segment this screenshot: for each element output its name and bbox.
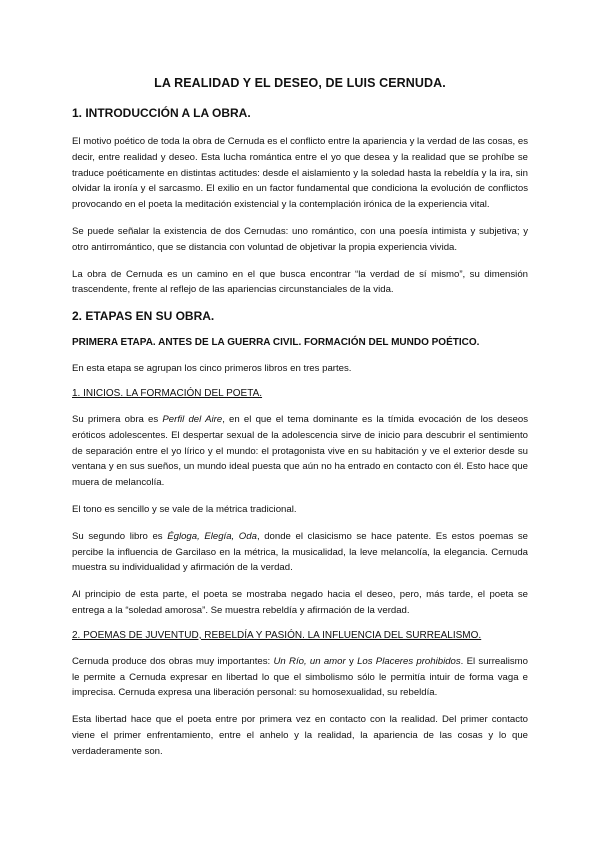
text-run: Su primera obra es (72, 413, 163, 425)
section-heading-stages: 2. ETAPAS EN SU OBRA. (72, 309, 215, 324)
subsection-heading-youth: 2. POEMAS DE JUVENTUD, REBELDÍA Y PASIÓN. LA INFLUENCIA DEL SURREALISMO. (72, 629, 482, 641)
book-title-rio: Un Río, un amor (273, 655, 346, 667)
paragraph-beginnings-1 (72, 412, 528, 491)
paragraph-beginnings-3 (72, 529, 528, 576)
stage-heading-first: PRIMERA ETAPA. ANTES DE LA GUERRA CIVIL. FORMACIÓN DEL MUNDO POÉTICO. (72, 337, 480, 349)
text-run: Cernuda produce dos obras muy importantes: (72, 655, 274, 667)
text-run: y (345, 655, 358, 667)
paragraph-intro-1: El motivo poético de toda la obra de Cernuda es el conflicto entre la apariencia y la verdad de las cosas, es decir, entre realidad y deseo. Esta lucha romántica entre el yo que desea y la realidad que se prohíbe se traduce poéticamente en distintas actitudes: desde el aislamiento y la soledad hasta la rebeldía y la ira, sin olvidar la ironía y el sarcasmo. El exilio en un factor fundamental que condiciona la evolución de conflictos provocando en el poeta la meditación existencial y la contemplación irónica de la experiencia vital. (72, 136, 528, 211)
paragraph-intro-3: La obra de Cernuda es un camino en el que busca encontrar “la verdad de sí mismo”, su dimensión trascendente, frente al reflejo de las apariencias circunstanciales de la vida. (72, 268, 528, 296)
paragraph-youth-1 (72, 654, 528, 701)
text-run: , donde el clasicismo se hace patente. Es estos poemas se percibe la influencia de Garcilaso en la métrica, la musicalidad, la leve melancolía, la elegancia. Cernuda muestra su individualidad y afirmación de la verdad. (72, 530, 528, 574)
book-title-placeres: Los Placeres prohibidos (357, 655, 461, 667)
paragraph-beginnings-4: Al principio de esta parte, el poeta se mostraba negado hacia el deseo, pero, más tarde, el poeta se entrega a la “soledad amorosa”. Se muestra rebeldía y afirmación de la verdad. (72, 589, 528, 616)
text-run: . El surrealismo le permite a Cernuda expresar en libertad lo que el simbolismo sólo le permitía intuir de forma vaga e imprecisa. Cernuda expresa una liberación personal: su homosexualidad, su rebeldía. (72, 655, 528, 699)
paragraph-intro-2: Se puede señalar la existencia de dos Cernudas: uno romántico, con una poesía intimista y subjetiva; y otro antirromántico, que se distancia con voluntad de objetivar la propia experiencia vivida. (72, 225, 528, 253)
book-title-egloga: Égloga, Elegía, Oda (167, 530, 257, 542)
paragraph-stage-intro: En esta etapa se agrupan los cinco primeros libros en tres partes. (72, 363, 352, 375)
paragraph-youth-2: Esta libertad hace que el poeta entre por primera vez en contacto con la realidad. Del primer contacto viene el primer enfrentamiento, entre el anhelo y la realidad, la apariencia de las cosas y lo que verdaderamente son. (72, 714, 528, 757)
subsection-heading-beginnings: 1. INICIOS. LA FORMACIÓN DEL POETA. (72, 387, 263, 399)
book-title-perfil: Perfil del Aire (162, 413, 223, 425)
document-title: LA REALIDAD Y EL DESEO, DE LUIS CERNUDA. (154, 76, 446, 90)
paragraph-beginnings-2: El tono es sencillo y se vale de la métrica tradicional. (72, 503, 297, 515)
text-run: Su segundo libro es (72, 530, 168, 542)
text-run: , en el que el tema dominante es la tímida evocación de los deseos eróticos adolescentes. El despertar sexual de la adolescencia sirve de inicio para descubrir el sentimiento de separación entre el yo lírico y el mundo: el protagonista vive en su habitación y ve el exterior desde su ventana y en sus sueños, un mundo ideal puesta que aún no ha entrado en contacto con él. Esto hace que muera de melancolía. (72, 413, 529, 489)
section-heading-introduction: 1. INTRODUCCIÓN A LA OBRA. (72, 106, 251, 120)
